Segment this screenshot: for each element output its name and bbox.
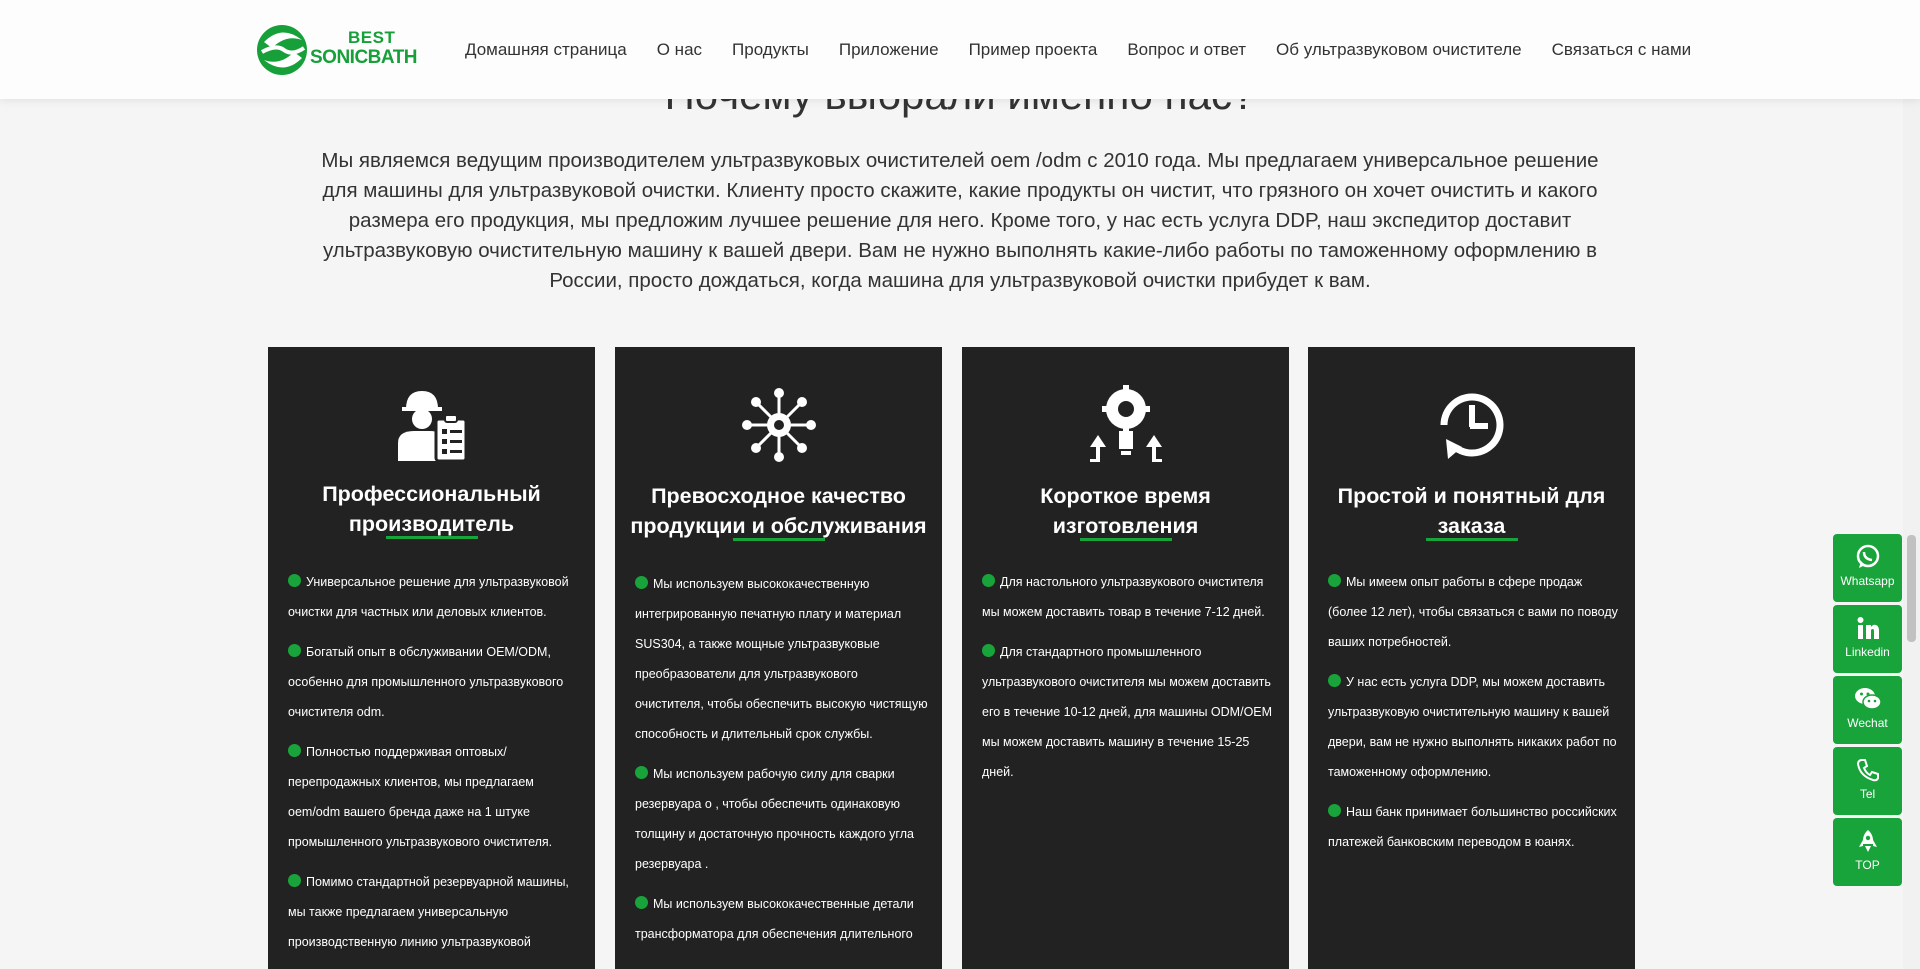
top-label: TOP xyxy=(1855,858,1880,872)
bullet-dot xyxy=(1328,804,1341,817)
bullet-dot xyxy=(288,644,301,657)
list-item-text: Помимо стандартной резервуарной машины, мы также предлагаем универсальную производственную линию ультразвуковой xyxy=(288,875,569,949)
page-scrollbar[interactable] xyxy=(1903,0,1920,969)
gear-bulb-arrows-icon xyxy=(1086,385,1166,465)
feature-card-ordering xyxy=(1308,347,1635,969)
main-nav xyxy=(450,0,1706,99)
list-item xyxy=(288,567,581,627)
nav-products[interactable]: Продукты xyxy=(732,39,809,59)
list-item xyxy=(288,867,581,957)
phone-button[interactable] xyxy=(1833,747,1902,815)
network-gear-icon xyxy=(739,385,819,465)
linkedin-label: Linkedin xyxy=(1845,645,1890,659)
nav-application[interactable]: Приложение xyxy=(838,39,939,59)
card-title: Превосходное качество продукции и обслуживания xyxy=(630,484,927,538)
nav-about[interactable]: О нас xyxy=(656,39,703,59)
wechat-button[interactable] xyxy=(1833,676,1902,744)
card-feature-list xyxy=(1328,567,1621,867)
bullet-dot xyxy=(1328,674,1341,687)
logo-line1: BEST xyxy=(348,28,396,47)
bullet-dot xyxy=(288,574,301,587)
nav-faq[interactable]: Вопрос и ответ xyxy=(1127,39,1247,59)
title-underline xyxy=(1426,538,1518,541)
clock-icon xyxy=(1432,385,1512,465)
list-item xyxy=(635,759,928,879)
nav-about-cleaner[interactable]: Об ультразвуковом очистителе xyxy=(1276,39,1522,59)
logo-text xyxy=(310,28,417,68)
bullet-dot xyxy=(982,644,995,657)
logo-line2: SONICBATH xyxy=(310,47,418,68)
list-item-text: Наш банк принимает большинство российских платежей банковским переводом в юанях. xyxy=(1328,805,1617,849)
title-underline xyxy=(1080,538,1172,541)
whatsapp-icon xyxy=(1855,544,1881,570)
list-item xyxy=(288,737,581,857)
bullet-dot xyxy=(288,874,301,887)
feature-card-manufacturer xyxy=(268,347,595,969)
bullet-dot xyxy=(635,896,648,909)
list-item xyxy=(1328,567,1621,657)
brand-logo[interactable] xyxy=(256,22,438,78)
nav-projects[interactable]: Пример проекта xyxy=(968,39,1098,59)
site-header xyxy=(0,0,1920,99)
bullet-dot xyxy=(635,766,648,779)
sonicbath-logo-icon xyxy=(256,22,310,78)
list-item-text: Для стандартного промышленного ультразвукового очистителя мы можем доставить его в течение 10-12 дней, для машины ODM/OEM мы можем доставить машину в течение 15-25 дней. xyxy=(982,645,1273,779)
whatsapp-label: Whatsapp xyxy=(1840,574,1895,588)
list-item-text: Мы используем высококачественную интегрированную печатную плату и материал SUS304, а также мощные ультразвуковые преобразователи для ультразвукового очистителя, чтобы обеспечить высокую чистящую способность и длительный срок службы. xyxy=(635,577,928,741)
bullet-dot xyxy=(982,574,995,587)
list-item xyxy=(635,569,928,749)
whatsapp-button[interactable] xyxy=(1833,534,1902,602)
card-title: Профессиональный производитель xyxy=(322,482,541,536)
card-feature-list xyxy=(635,569,928,959)
scrollbar-thumb[interactable] xyxy=(1907,535,1916,642)
nav-home[interactable]: Домашняя страница xyxy=(465,39,627,59)
tel-label: Tel xyxy=(1859,787,1876,801)
list-item-text: Полностью поддерживая оптовых/перепродажных клиентов, мы предлагаем oem/odm вашего бренда даже на 1 штуке промышленного ультразвукового очистителя. xyxy=(288,745,553,849)
linkedin-button[interactable] xyxy=(1833,605,1902,673)
phone-icon xyxy=(1855,757,1881,783)
card-feature-list xyxy=(288,567,581,967)
card-feature-list xyxy=(982,567,1275,797)
card-title: Простой и понятный для заказа xyxy=(1337,484,1606,538)
feature-card-quality xyxy=(615,347,942,969)
list-item-text: Мы используем высококачественные детали трансформатора для обеспечения длительного xyxy=(635,897,914,941)
list-item-text: Мы имеем опыт работы в сфере продаж (более 12 лет), чтобы связаться с вами по поводу ваших потребностей. xyxy=(1328,575,1618,649)
feature-card-lead-time xyxy=(962,347,1289,969)
card-title: Короткое время изготовления xyxy=(1040,484,1211,538)
list-item-text: Богатый опыт в обслуживании OEM/ODM, особенно для промышленного ультразвукового очистителя odm. xyxy=(288,645,564,719)
list-item-text: Для настольного ультразвукового очистителя мы можем доставить товар в течение 7-12 дней. xyxy=(982,575,1265,619)
bullet-dot xyxy=(1328,574,1341,587)
linkedin-icon xyxy=(1855,615,1881,641)
title-underline xyxy=(386,536,478,539)
list-item xyxy=(982,637,1275,787)
wechat-icon xyxy=(1854,686,1882,712)
list-item-text: Мы используем рабочую силу для сварки резервуара о , чтобы обеспечить одинаковую толщину и достаточную прочность каждого угла резервуара . xyxy=(635,767,914,871)
list-item xyxy=(982,567,1275,627)
back-to-top-button[interactable] xyxy=(1833,818,1902,886)
list-item xyxy=(1328,797,1621,857)
title-underline xyxy=(733,538,825,541)
list-item-text: У нас есть услуга DDP, мы можем доставить ультразвуковую очистительную машину к вашей двери, вам не нужно выполнять никаких работ по таможенному оформлению. xyxy=(1328,675,1617,779)
wechat-label: Wechat xyxy=(1847,716,1888,730)
rocket-icon xyxy=(1855,828,1881,854)
intro-text: Мы являемся ведущим производителем ультразвуковых очистителей oem /odm с 2010 года. Мы предлагаем универсальное решение для машины для ультразвуковой очистки. Клиенту просто скажите, какие продукты он чистит, что грязного он хочет очистить и какого размера его продукция, мы предложим лучшее решение для него. Кроме того, у нас есть услуга DDP, наш экспедитор доставит ультразвуковую очистительную машину к вашей двери. Вам не нужно выполнять какие-либо работы по таможенному оформлению в России, просто дождаться, когда машина для ультразвуковой очистки прибудет к вам. xyxy=(321,149,1599,292)
list-item xyxy=(1328,667,1621,787)
list-item-text: Универсальное решение для ультразвуковой очистки для частных или деловых клиентов. xyxy=(288,575,569,619)
list-item xyxy=(635,889,928,949)
list-item xyxy=(288,637,581,727)
bullet-dot xyxy=(288,744,301,757)
nav-contact[interactable]: Связаться с нами xyxy=(1551,39,1692,59)
bullet-dot xyxy=(635,576,648,589)
worker-clipboard-icon xyxy=(392,385,472,465)
